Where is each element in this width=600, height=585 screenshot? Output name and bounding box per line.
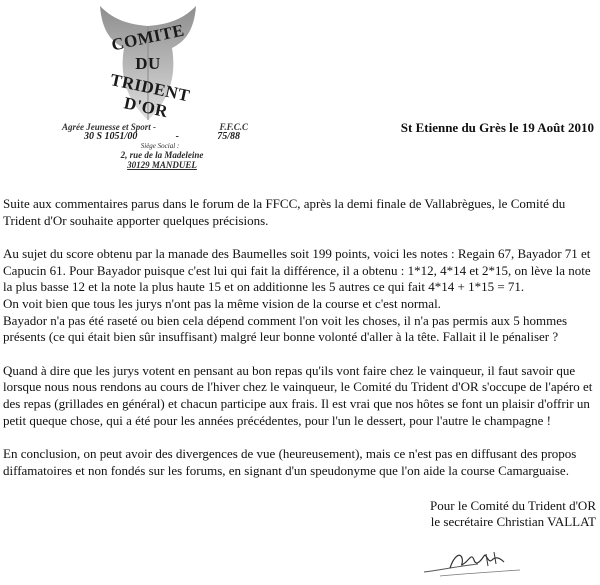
comite-logo bbox=[92, 2, 204, 124]
agreement-number: 30 S 1051/00 bbox=[84, 131, 138, 142]
paragraph-intro: Suite aux commentaires parus dans le forum de la FFCC, après la demi finale de Vallabrègues, le Comité du Trident d'Or souhaite apporter quelques précisions. bbox=[3, 196, 566, 228]
logo-text-comite: COMITE bbox=[109, 20, 186, 55]
signoff-line-2: le secrétaire Christian VALLAT bbox=[430, 514, 596, 529]
paragraph-jurys: On voit bien que tous les jurys n'ont pas la même vision de la course et c'est normal. bbox=[3, 295, 441, 311]
agreement-label: Agrée Jeunesse et Sport - bbox=[62, 122, 156, 132]
paragraph-repas: Quand à dire que les jurys votent en pensant au bon repas qu'ils vont faire chez le vainqueur, il faut savoir que lorsque nous nous rendons au cours de l'hiver chez le vainqueur, le Comité du Trident d'OR s'occupe de l'apéro et des repas (grillades en général) et chacun participe aux frais. Il est vrai que nos hôtes se font un plaisir d'offrir un petit queque chose, qui a été pour les années précédentes, pour l'un le dessert, pour l'autre le champagne ! bbox=[3, 362, 593, 428]
paragraph-score: Au sujet du score obtenu par la manade des Baumelles soit 199 points, voici les notes : Regain 67, Bayador 71 et Capucin 61. Pour Bayador puisque c'est lui qui fait la différence, il a obtenu : 1*12, 4*14 et 2*15, on lève la note la plus basse 12 et la note la plus haute 15 et on additionne les 5 autres ce qui fait 4*14 + 1*15 = 71. bbox=[3, 246, 591, 295]
logo-text-du: DU bbox=[135, 54, 161, 73]
handwritten-signature bbox=[420, 542, 540, 582]
letter-body bbox=[3, 196, 595, 496]
agreement-dash: - bbox=[175, 131, 179, 142]
association-info bbox=[62, 122, 248, 170]
ffcc-number: 75/88 bbox=[217, 131, 240, 142]
city-address: 30129 MANDUEL bbox=[127, 160, 197, 170]
paragraph-conclusion: En conclusion, on peut avoir des divergences de vue (heureusement), mais ce n'est pas en diffusant des propos diffamatoires et non fondés sur les forums, en signant d'un speudonyme que l'on aide la course Camarguaise. bbox=[3, 446, 577, 478]
logo-text-trident: TRIDENT D'OR bbox=[108, 70, 192, 122]
signoff-line-1: Pour le Comité du Trident d'OR bbox=[430, 498, 596, 513]
signoff bbox=[376, 498, 596, 530]
letter-date: St Etienne du Grès le 19 Août 2010 bbox=[400, 120, 594, 135]
siege-label: Siège Social : bbox=[140, 142, 180, 150]
ffcc-label: F.F.C.C bbox=[219, 122, 248, 132]
street-address: 2, rue de la Madeleine bbox=[120, 150, 204, 160]
paragraph-bayador: Bayador n'a pas été raseté ou bien cela dépend comment l'on voit les choses, il n'a pas permis aux 5 hommes présents (ce qui était bien sûr insuffisant) malgré leur bonne volonté d'aller à la tête. Fallait il le pénaliser ? bbox=[3, 312, 568, 345]
